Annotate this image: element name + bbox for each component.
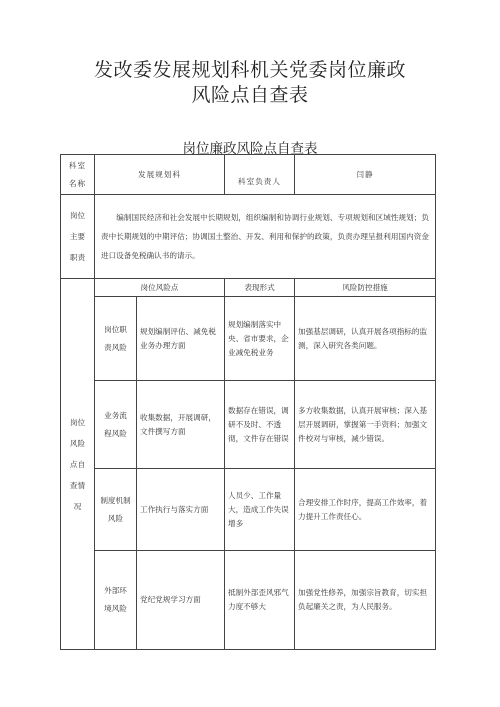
risk-category: 外部环 境风险: [95, 551, 137, 650]
risk-measure: 合理安排工作时序，提高工作效率，着力提升工作责任心。: [295, 469, 436, 551]
duty-row: [61, 195, 436, 279]
risk-header-row: [61, 279, 436, 297]
risk-category: 制度机制 风险: [95, 469, 137, 551]
risk-point: 党纪党规学习方面: [137, 551, 225, 650]
risk-section-label: 岗位 风险 点自 查情 况: [61, 279, 95, 650]
document-title-line-2: 风险点自查表: [191, 84, 309, 106]
risk-category: 岗位职 责风险: [95, 297, 137, 381]
duty-label: 岗位 主要 职责: [61, 195, 95, 279]
table-title: 岗位廉政风险点自查表: [182, 141, 318, 157]
table-row: [61, 381, 436, 469]
duty-text: 编制国民经济和社会发展中长期规划，组织编制和协调行业规划、专项规划和区域性规划；负责中长期规划的中期评估；协调国土整治、开发、利用和保护的政策，负责办理呈报利用国内资金进口设备免税确认书的请示。: [95, 195, 436, 279]
document-title-line-1: 发改委发展规划科机关党委岗位廉政: [93, 59, 406, 81]
dept-row: [61, 155, 436, 195]
risk-form: 数据存在错误，调研不及时、不透彻，文件存在错误: [225, 381, 295, 469]
head-value: 闫静: [295, 155, 436, 195]
col-risk-header: 岗位风险点: [95, 279, 225, 297]
risk-point: 规划编制评估、减免税业务办理方面: [137, 297, 225, 381]
head-label: 科室负责人: [225, 155, 295, 195]
risk-measure: 多方收集数据，认真开展审核；深入基层开展调研，掌握第一手资料；加强文件校对与审核，减少错误。: [295, 381, 436, 469]
col-measure-header: 风险防控措施: [295, 279, 436, 297]
self-check-table: [60, 154, 436, 650]
risk-form: 人员少、工作量大，造成工作失误增多: [225, 469, 295, 551]
risk-measure: 加强基层调研，认真开展各项指标的监测，深入研究各类问题。: [295, 297, 436, 381]
col-form-header: 表现形式: [225, 279, 295, 297]
table-row: [61, 297, 436, 381]
table-row: [61, 469, 436, 551]
dept-name-label: 科室 名称: [61, 155, 95, 195]
risk-form: 抵制外部歪风邪气力度不够大: [225, 551, 295, 650]
table-row: [61, 551, 436, 650]
risk-point: 工作执行与落实方面: [137, 469, 225, 551]
risk-form: 规划编制落实中央、省市要求，企业减免税业务: [225, 297, 295, 381]
risk-point: 收集数据，开展调研，文件撰写方面: [137, 381, 225, 469]
dept-name-value: 发展规划科: [95, 155, 225, 195]
risk-category: 业务流 程风险: [95, 381, 137, 469]
risk-measure: 加强党性修养，加强宗旨教育，切实担负起廉关之责，为人民服务。: [295, 551, 436, 650]
